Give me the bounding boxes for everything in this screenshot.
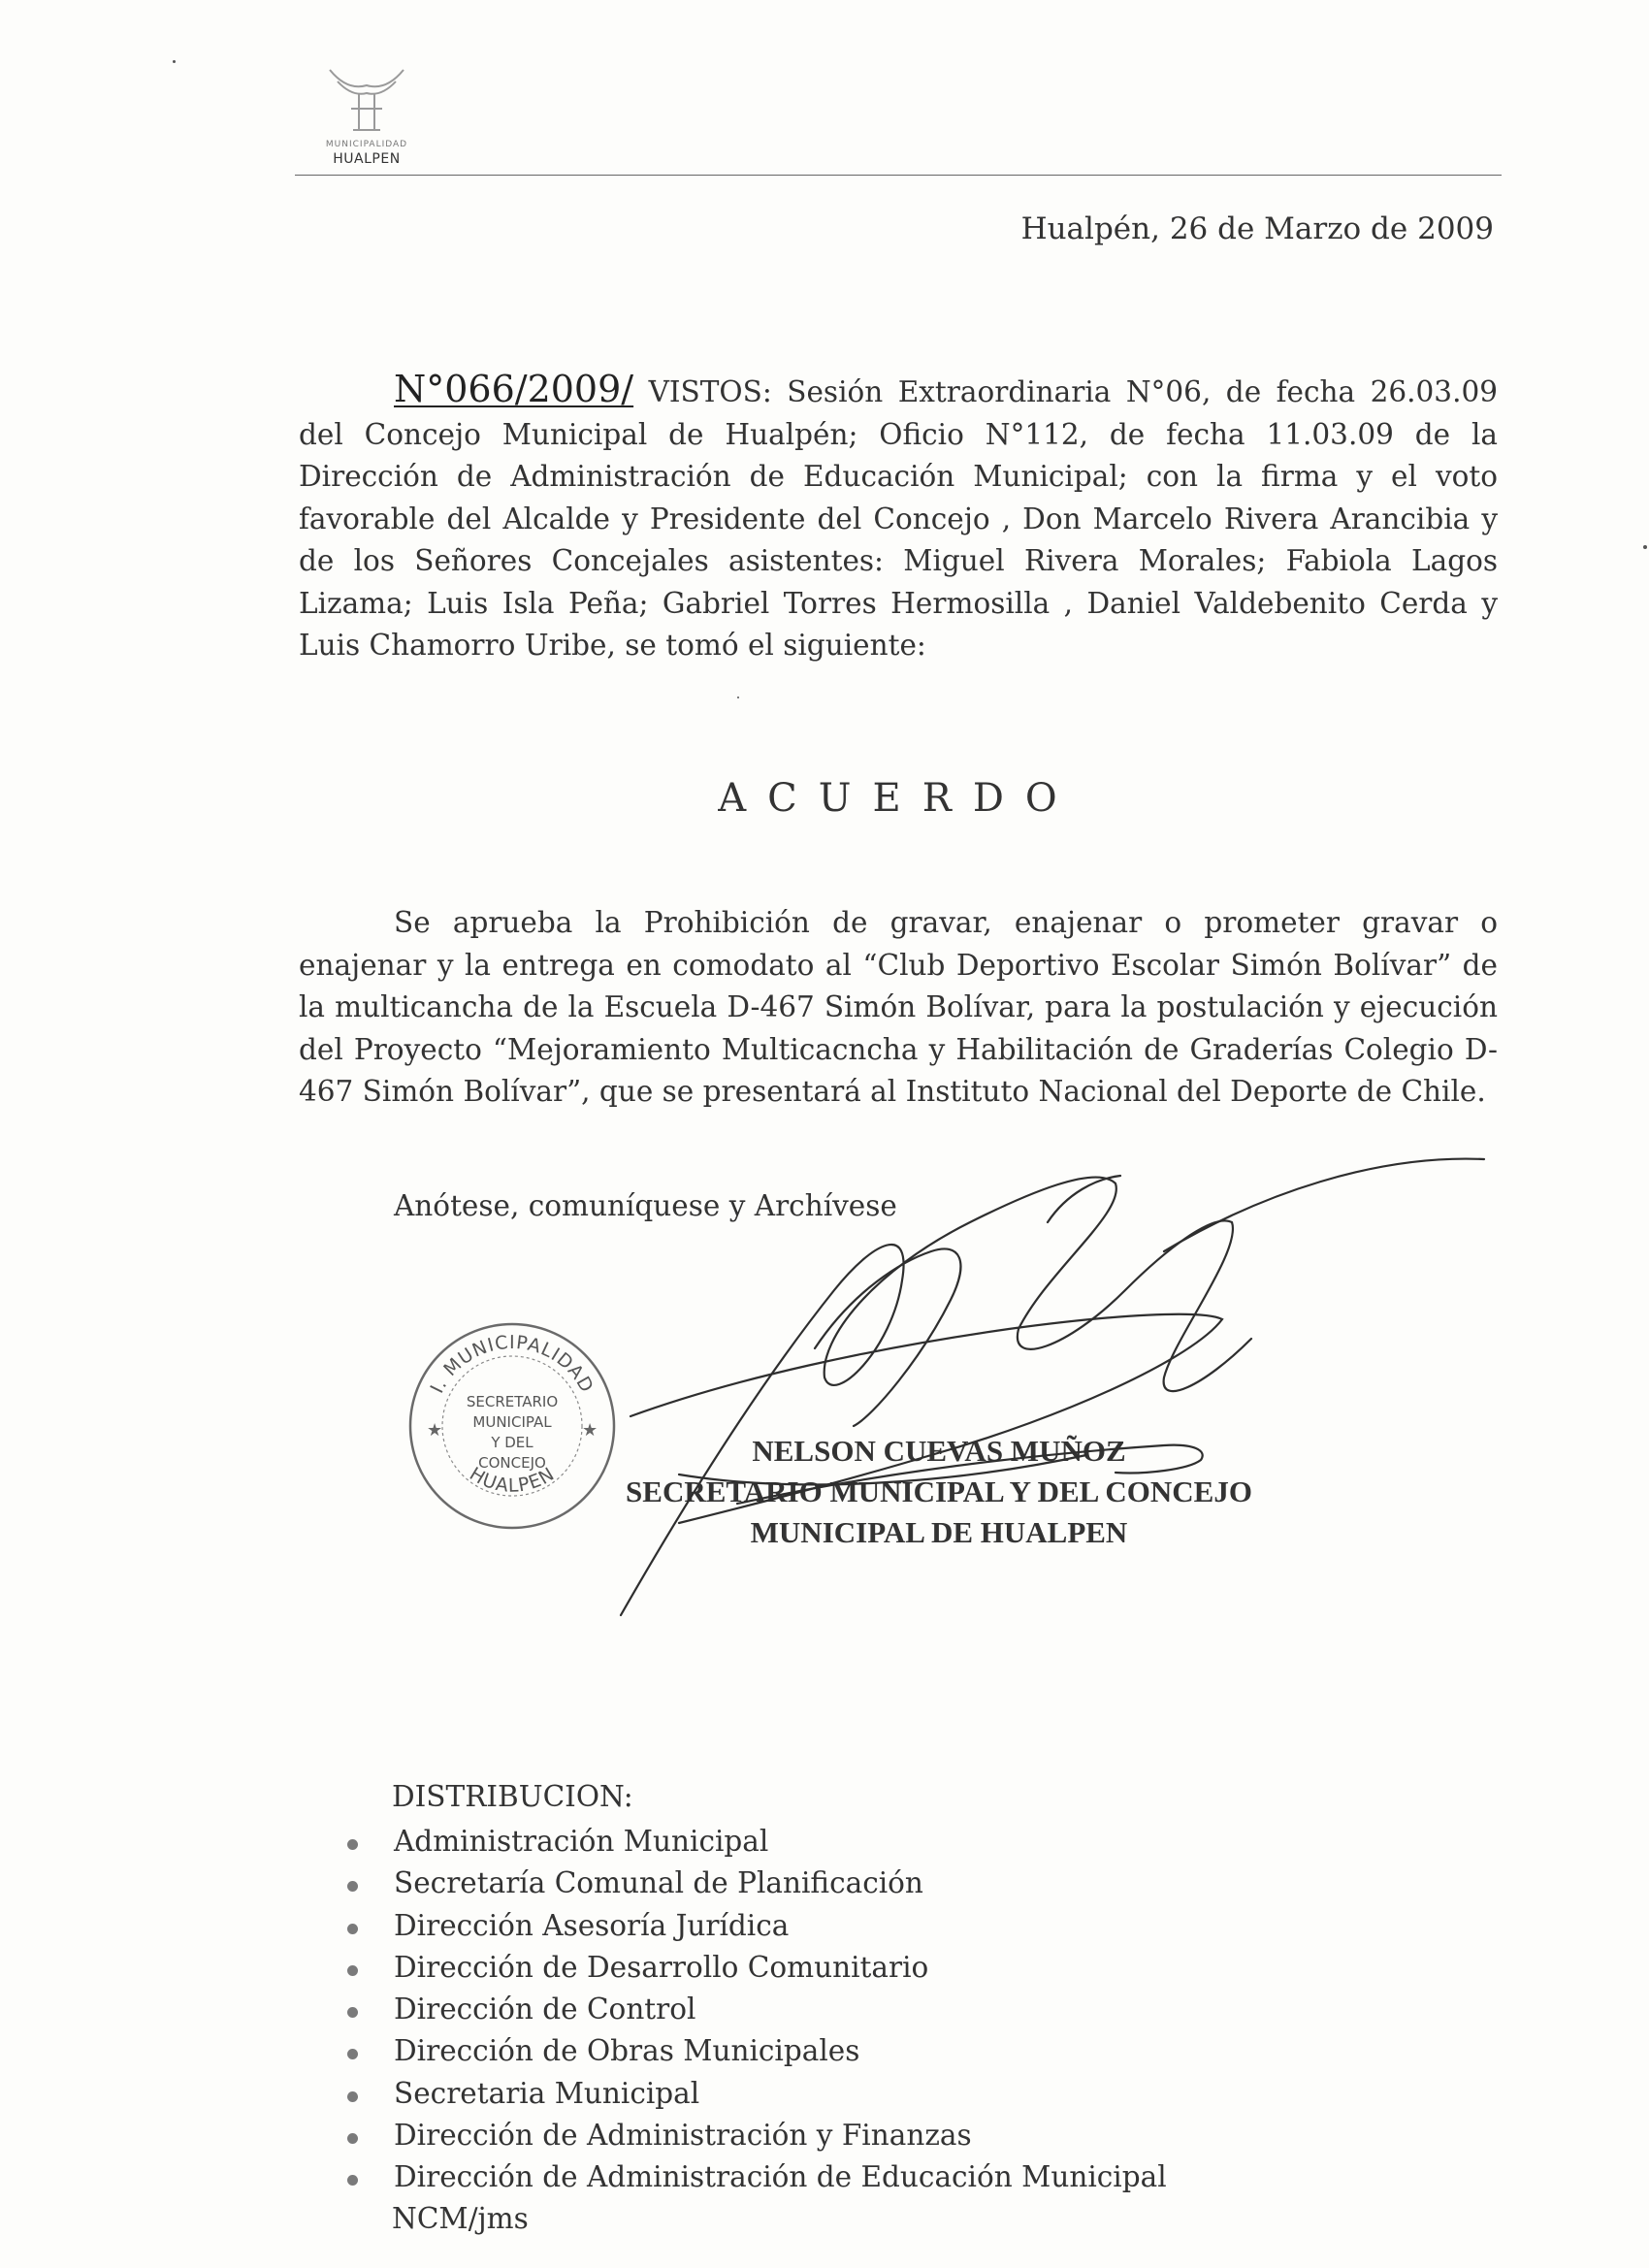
scan-speck (737, 697, 739, 698)
list-item: Dirección de Administración y Finanzas (347, 2115, 1167, 2156)
list-item: Dirección Asesoría Jurídica (347, 1905, 1167, 1947)
bullet-icon (347, 1965, 358, 1976)
svg-text:I. MUNICIPALIDAD (427, 1332, 598, 1397)
resolution-number: N°066/2009/ (394, 368, 634, 410)
seal-ring-bottom: HUALPEN (466, 1463, 559, 1497)
seal-center-text (405, 1392, 619, 1474)
list-item: Administración Municipal (347, 1821, 1167, 1863)
svg-text:★: ★ (427, 1420, 443, 1441)
svg-text:★: ★ (582, 1420, 598, 1441)
list-item: Dirección de Administración de Educación Municipal (347, 2156, 1167, 2198)
logo-name: HUALPEN (333, 151, 401, 167)
vistos-text: VISTOS: Sesión Extraordinaria N°06, de fecha 26.03.09 del Concejo Municipal de Hualpén; Oficio N°112, de fecha 11.03.09 de la Dirección de Administración de Educación Municipal; con la firma y el voto favorable del Alcalde y Presidente del Concejo , Don Marcelo Rivera Arancibia y de los Señores Concejales asistentes: Miguel Rivera Morales; Fabiola Lagos Lizama; Luis Isla Peña; Gabriel Torres Hermosilla , Daniel Valdebenito Cerda y Luis Chamorro Uribe, se tomó el siguiente: (299, 375, 1498, 662)
list-item: Secretaria Municipal (347, 2073, 1167, 2115)
scan-speck (1643, 545, 1647, 549)
bullet-icon (347, 1881, 358, 1892)
bullet-icon (347, 1924, 358, 1934)
typist-initials: NCM/jms (392, 2202, 529, 2235)
list-item: Dirección de Desarrollo Comunitario (347, 1947, 1167, 1989)
distribution-title: DISTRIBUCION: (392, 1780, 633, 1813)
distribution-list (347, 1821, 1167, 2199)
logo-caption: MUNICIPALIDAD (325, 140, 408, 149)
list-item: Secretaría Comunal de Planificación (347, 1863, 1167, 1904)
bullet-icon (347, 2007, 358, 2018)
list-item: Dirección de Obras Municipales (347, 2030, 1167, 2072)
seal-line: CONCEJO (478, 1454, 546, 1472)
acuerdo-heading: ACUERDO (718, 776, 1079, 821)
bullet-icon (347, 2091, 358, 2102)
vistos-paragraph (299, 369, 1498, 667)
bullet-icon (347, 2133, 358, 2144)
signatory-title-2: MUNICIPAL DE HUALPEN (750, 1515, 1128, 1549)
closing-line: Anótese, comuníquese y Archívese (394, 1189, 897, 1222)
list-item: Dirección de Control (347, 1989, 1167, 2030)
seal-line: MUNICIPAL (472, 1413, 552, 1431)
header-divider (295, 175, 1502, 176)
acuerdo-text: Se aprueba la Prohibición de gravar, enajenar o prometer gravar o enajenar y la entrega en comodato al “Club Deportivo Escolar Simón Bolívar” de la multicancha de la Escuela D-467 Simón Bolívar, para la postulación y ejecución del Proyecto “Mejoramiento Multicacncha y Habilitación de Graderías Colegio D-467 Simón Bolívar”, que se presentará al Instituto Nacional del Deporte de Chile. (299, 906, 1498, 1108)
seal-ring-text: I. MUNICIPALIDAD (426, 1331, 598, 1397)
bullet-icon (347, 2175, 358, 2186)
signatory-title: SECRETARIO MUNICIPAL Y DEL CONCEJO (626, 1474, 1252, 1508)
seal-line: SECRETARIO (466, 1393, 559, 1410)
signatory-name: NELSON CUEVAS MUÑOZ (752, 1434, 1126, 1468)
bullet-icon (347, 1839, 358, 1850)
scan-speck (173, 60, 176, 63)
acuerdo-paragraph (299, 902, 1498, 1114)
document-date: Hualpén, 26 de Marzo de 2009 (1020, 211, 1494, 246)
bullet-icon (347, 2049, 358, 2059)
seal-line: Y DEL (491, 1434, 534, 1451)
